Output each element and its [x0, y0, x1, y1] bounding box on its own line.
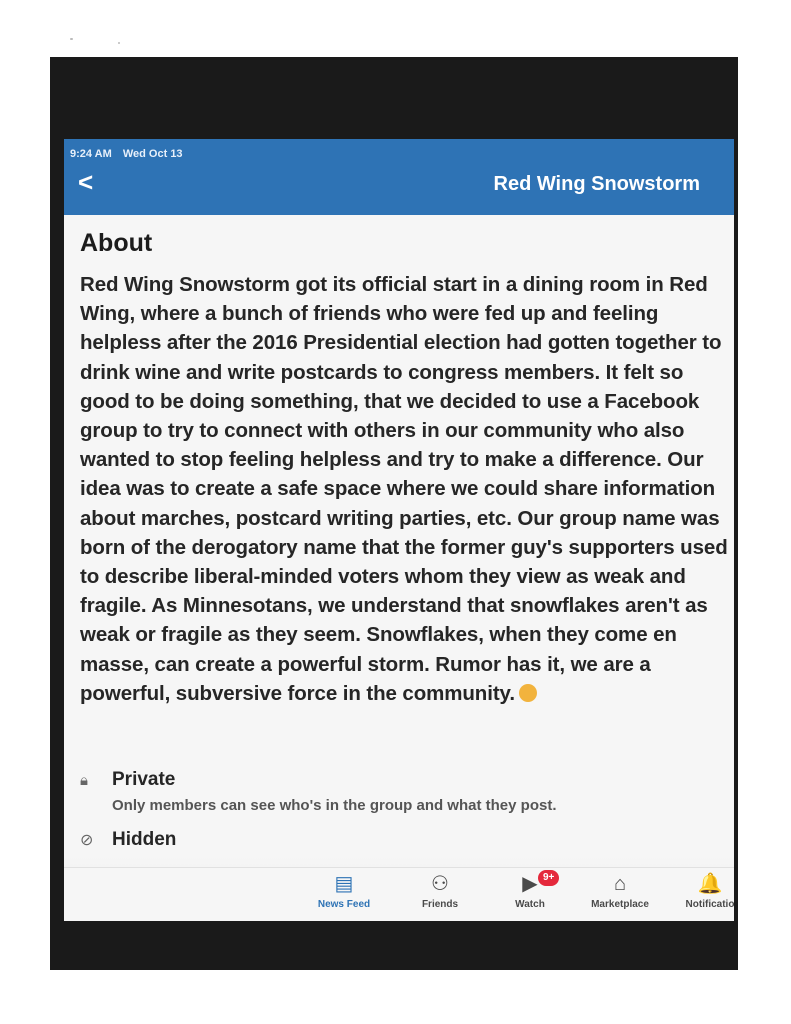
hidden-title: Hidden — [112, 829, 177, 850]
tab-label: Notificatio — [685, 899, 734, 910]
tab-marketplace[interactable] — [570, 872, 670, 910]
page-title: Red Wing Snowstorm — [493, 173, 700, 195]
about-body: Red Wing Snowstorm got its official start in a dining room in Red Wing, where a bunch of friends who were fed up and feeling helpless after the 2016 Presidential election had gotten together to drink wine and write postcards to congress members. It felt so good to be doing something, that we decided to use a Facebook group to try to connect with others in our community who also wanted to stop feeling helpless and try to make a difference. Our idea was to create a safe space where we could share information about marches, postcard writing parties, etc. Our group name was born of the derogatory name that the former guy's supporters used to describe liberal-minded voters whom they view as weak and fragile. As Minnesotans, we understand that snowflakes aren't as weak or fragile as they seem. Snowflakes, when they come en masse, can create a powerful storm. Rumor has it, we are a powerful, subversive force in the community. — [80, 273, 728, 705]
news-feed-icon: ▤ — [334, 873, 354, 895]
screen — [64, 139, 734, 921]
lock-icon: 🔒︎ — [80, 771, 88, 789]
status-date: Wed Oct 13 — [122, 148, 183, 160]
smiling-face-emoji-icon — [519, 684, 537, 702]
chevron-left-icon: < — [78, 167, 94, 197]
eye-slash-icon: ⊘ — [80, 832, 94, 849]
tab-news-feed[interactable] — [294, 872, 394, 910]
scan-speck — [70, 38, 73, 40]
status-bar — [70, 148, 191, 160]
nav-bar — [64, 139, 734, 215]
back-button[interactable] — [78, 169, 93, 195]
tablet-frame — [50, 57, 738, 970]
friends-icon: ⚇ — [431, 873, 449, 895]
tab-label: Marketplace — [591, 899, 649, 910]
watch-icon: ▶ — [522, 873, 538, 895]
about-text — [80, 270, 732, 708]
tab-watch[interactable] — [480, 872, 580, 910]
bottom-tab-bar — [64, 867, 734, 921]
marketplace-icon: ⌂ — [613, 873, 627, 895]
tab-label: Watch — [515, 899, 545, 910]
private-title: Private — [112, 769, 176, 790]
tab-label: News Feed — [317, 899, 371, 910]
bell-icon: 🔔 — [697, 873, 723, 895]
tab-label: Friends — [421, 899, 459, 910]
status-time: 9:24 AM — [70, 148, 112, 160]
scan-speck — [118, 42, 120, 44]
private-description: Only members can see who's in the group and what they post. — [112, 797, 557, 814]
tab-friends[interactable] — [390, 872, 490, 910]
privacy-hidden — [80, 829, 176, 851]
about-heading: About — [80, 229, 153, 257]
tab-notifications[interactable] — [660, 872, 734, 910]
watch-icon-wrap — [480, 872, 580, 896]
notification-badge: 9+ — [538, 870, 559, 886]
privacy-private — [80, 769, 720, 814]
about-section — [80, 229, 732, 708]
